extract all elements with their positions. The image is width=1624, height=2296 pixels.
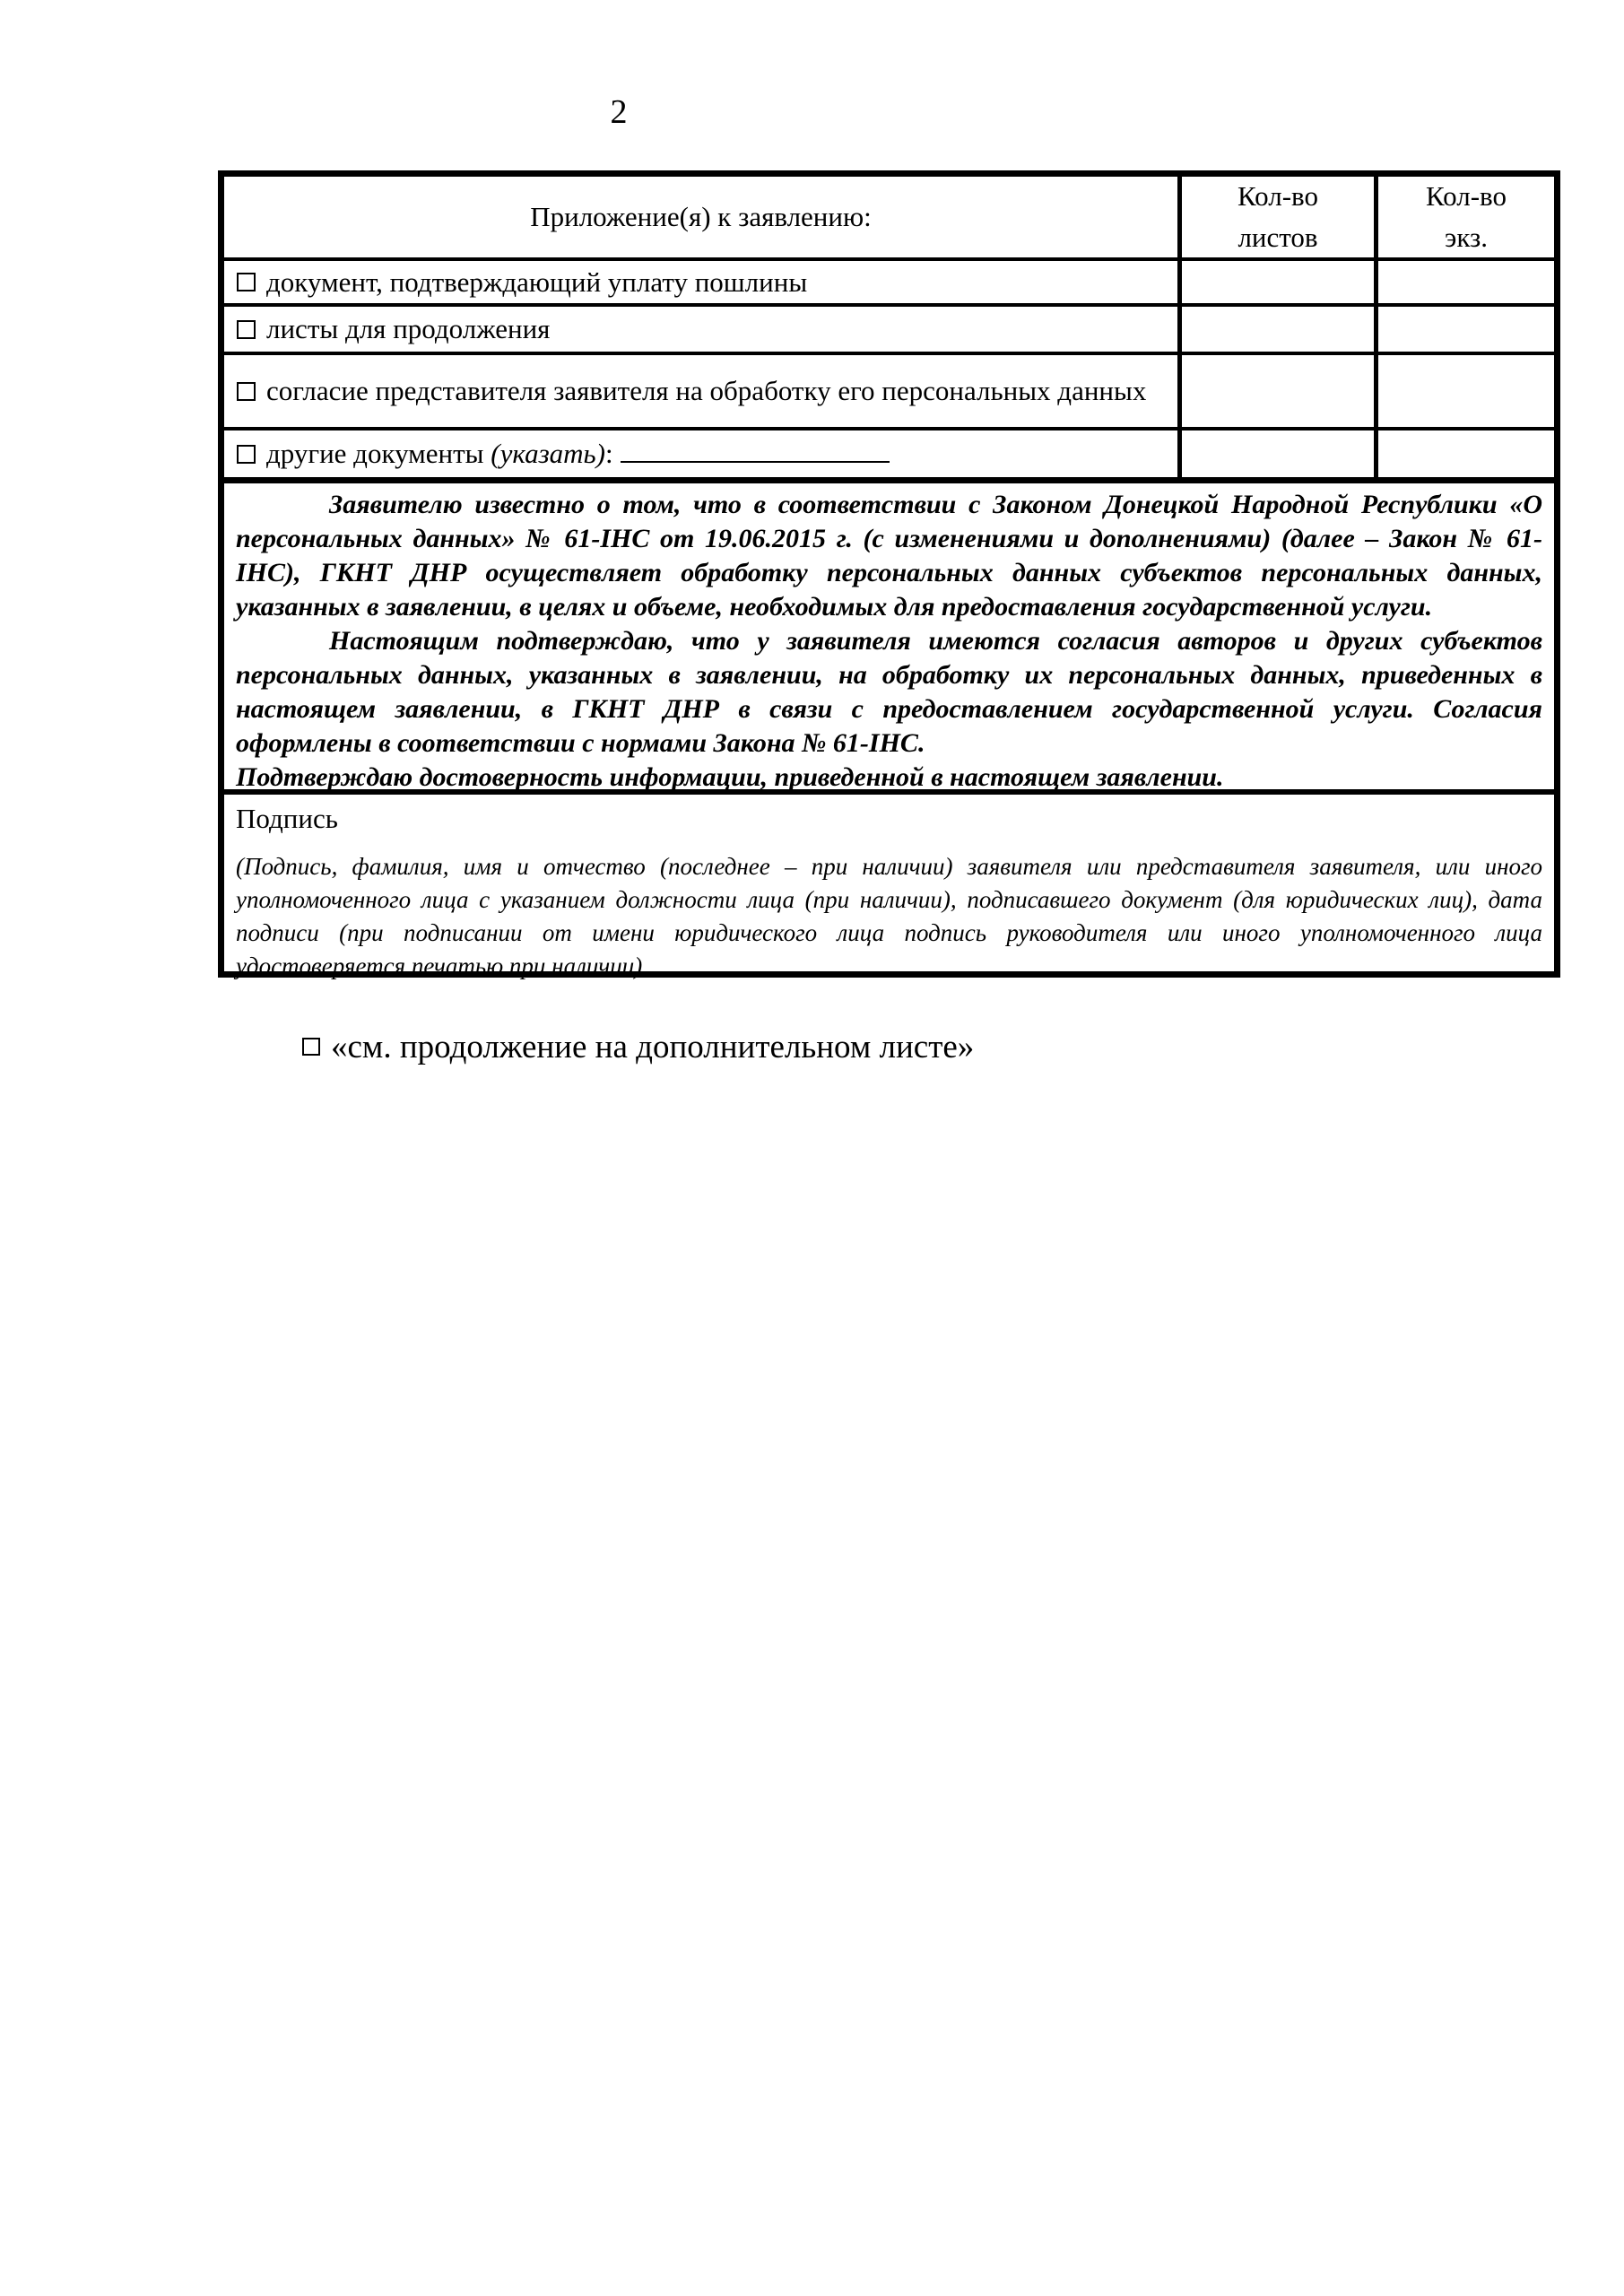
consent-paragraph-law: Заявителю известно о том, что в соответствии с Законом Донецкой Народной Республики «О персональных данных» № 61-ІНС от 19.06.2015 г. (с изменениями и дополнениями) (далее – Закон № 61-ІНС), ГКНТ ДНР осуществляет обработку персональных данных субъектов персональных данных, указанных в заявлении, в целях и объеме, необходимых для предоставления государственной услуги.: [236, 490, 1542, 622]
attachment-label-continuation-sheets: [224, 307, 1177, 352]
table-header-row: [224, 177, 1554, 257]
attachment-label-other: [224, 430, 1177, 477]
copies-count-cell[interactable]: [1374, 261, 1554, 303]
signature-note: (Подпись, фамилия, имя и отчество (последнее – при наличии) заявителя или представителя заявителя, или иного уполномоченного лица с указанием должности лица (при наличии), подписавшего документ (для юридических лиц), дата подписи (при подписании от имени юридического лица подпись руководителя или иного уполномоченного лица удостоверяется печатью при наличии): [236, 853, 1542, 979]
see-continuation-text: «см. продолжение на дополнительном листе»: [331, 1029, 975, 1065]
attachments-title: Приложение(я) к заявлению:: [530, 201, 872, 232]
signature-label: Подпись: [236, 803, 338, 834]
other-documents-checkbox[interactable]: [237, 445, 256, 464]
col-copies-line2: экз.: [1445, 222, 1488, 253]
copies-count-cell[interactable]: [1374, 430, 1554, 477]
attachment-label-text: согласие представителя заявителя на обработку его персональных данных: [266, 375, 1147, 406]
table-row: [224, 303, 1554, 352]
sheets-count-cell[interactable]: [1177, 430, 1374, 477]
attachments-title-cell: [224, 177, 1177, 257]
table-row: [224, 257, 1554, 303]
table-row: [224, 352, 1554, 427]
sheets-count-cell[interactable]: [1177, 355, 1374, 427]
continuation-sheets-checkbox[interactable]: [237, 320, 256, 339]
attachment-label-payment: [224, 261, 1177, 303]
column-header-copies: [1374, 177, 1554, 257]
attachment-label-text: документ, подтверждающий уплату пошлины: [266, 265, 808, 298]
column-header-sheets: [1177, 177, 1374, 257]
representative-consent-checkbox[interactable]: [237, 382, 256, 401]
consent-paragraph-confirmation: Настоящим подтверждаю, что у заявителя имеются согласия авторов и других субъектов персональных данных, указанных в заявлении, на обработку их персональных данных, приведенных в настоящем заявлении, в ГКНТ ДНР в связи с предоставлением государственной услуги. Согласия оформлены в соответствии с нормами Закона № 61-ІНС.: [236, 626, 1542, 758]
col-copies-line1: Кол-во: [1426, 180, 1507, 212]
attachment-label-text: листы для продолжения: [266, 313, 551, 344]
colon: :: [605, 438, 613, 469]
sheets-count-cell[interactable]: [1177, 307, 1374, 352]
other-documents-blank-field[interactable]: [621, 438, 890, 463]
copies-count-cell[interactable]: [1374, 355, 1554, 427]
col-sheets-line1: Кол-во: [1238, 180, 1318, 212]
consent-paragraph-accuracy: Подтверждаю достоверность информации, приведенной в настоящем заявлении.: [236, 762, 1224, 792]
attachment-label-consent: [224, 355, 1177, 427]
see-continuation-checkbox[interactable]: [302, 1038, 320, 1056]
personal-data-consent-block: [224, 477, 1554, 792]
specify-hint: (указать): [491, 438, 605, 469]
table-row: [224, 427, 1554, 477]
sheets-count-cell[interactable]: [1177, 261, 1374, 303]
payment-document-checkbox[interactable]: [237, 273, 256, 291]
attachment-label-text: другие документы: [266, 438, 491, 469]
col-sheets-line2: листов: [1238, 222, 1318, 253]
page-number: 2: [610, 93, 628, 131]
attachments-table: [218, 170, 1560, 978]
copies-count-cell[interactable]: [1374, 307, 1554, 352]
signature-block: [224, 789, 1554, 979]
see-continuation-line: [302, 1028, 974, 1066]
